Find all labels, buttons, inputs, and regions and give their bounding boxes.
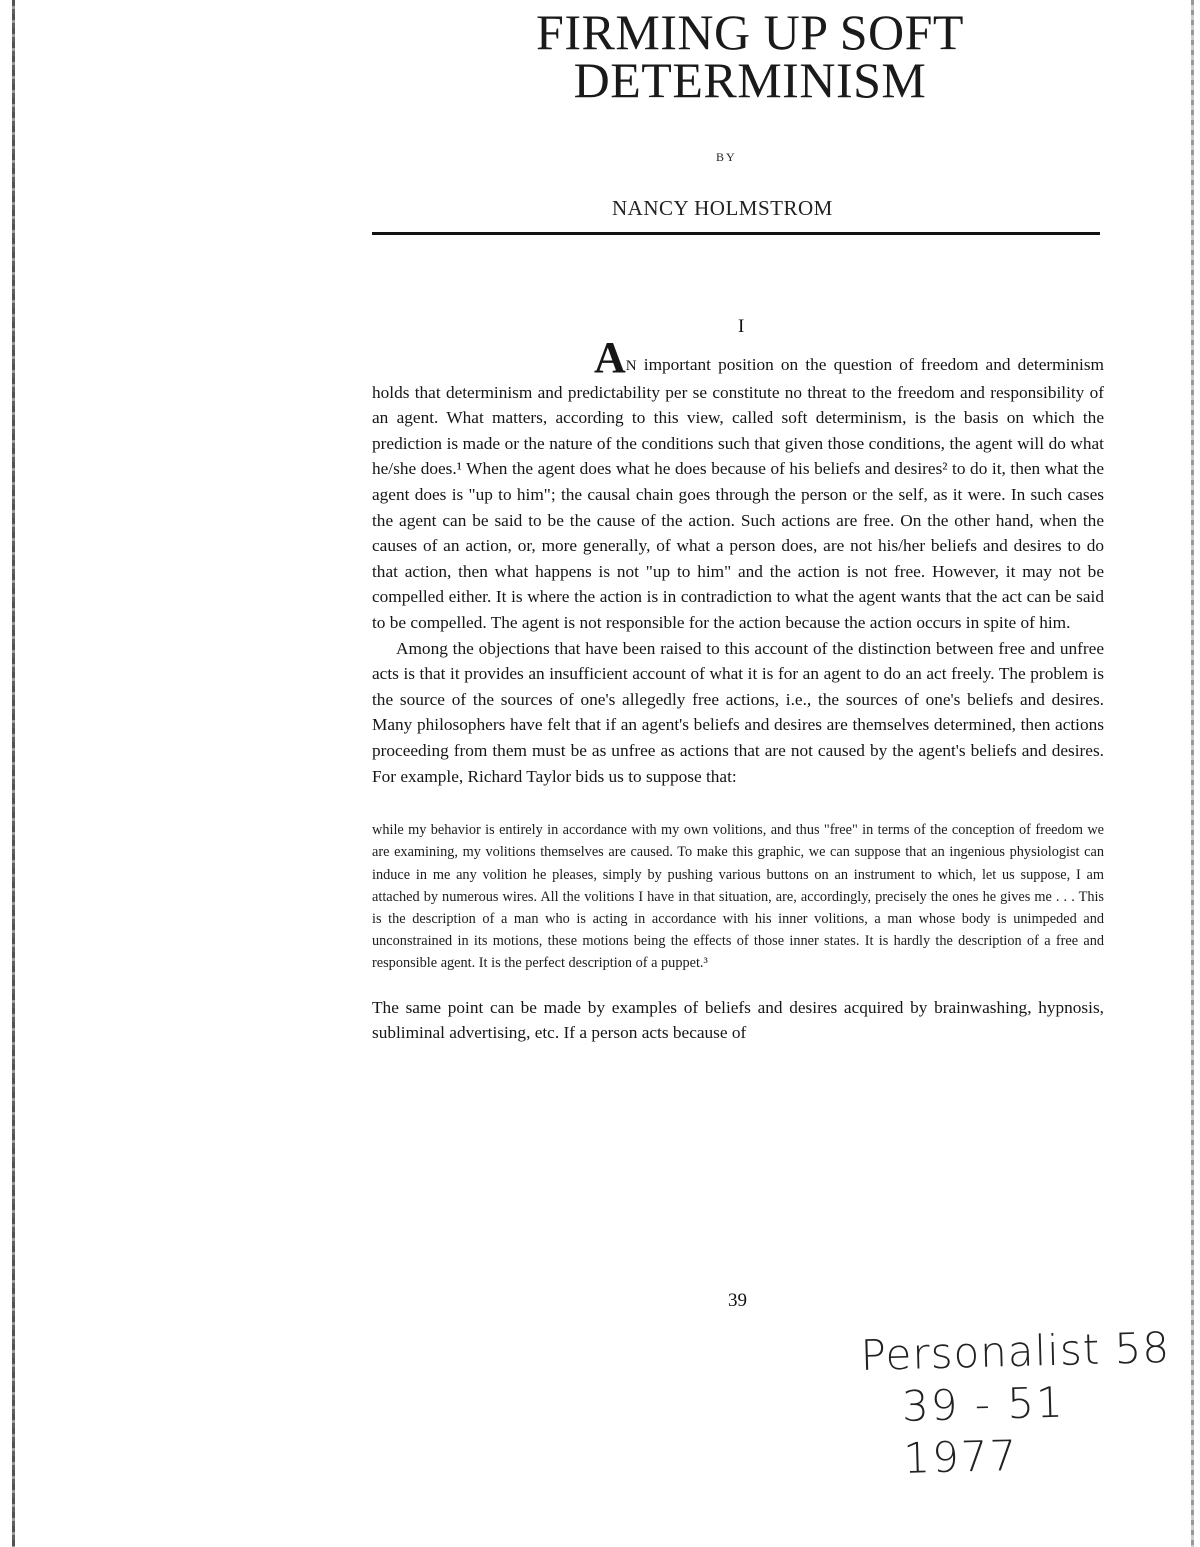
title-line-2: DETERMINISM — [573, 52, 927, 108]
paragraph-3: The same point can be made by examples of beliefs and desires acquired by brainwashing, hypnosis, subliminal advertising, etc. If a person acts because of — [372, 997, 1104, 1043]
scan-edge-right — [1191, 0, 1194, 1547]
title-line-1: FIRMING UP SOFT — [536, 4, 964, 60]
dropcap-rest: N — [625, 358, 637, 374]
handwritten-citation — [860, 1321, 1194, 1486]
paragraph-2: Among the objections that have been raised to this account of the distinction between free and unfree acts is that it provides an insufficient account of what it is for an agent to do an act freely. The problem is the source of the sources of one's allegedly free actions, i.e., the sources of one's beliefs and desires. Many philosophers have felt that if an agent's beliefs and desires are themselves determined, then actions proceeding from them must be as unfree as actions that are not caused by the agent's beliefs and desires. For example, Richard Taylor bids us to suppose that: — [372, 638, 1104, 786]
handwritten-line-2: 39 - 51 1977 — [901, 1377, 1066, 1483]
title-rule — [372, 232, 1100, 235]
section-number: I — [738, 316, 745, 337]
article-title — [480, 4, 1020, 108]
paragraph-1-text: important position on the question of freedom and determinism holds that determinism and predictability per se constitute no threat to the freedom and responsibility of an agent. What matters, according to this view, called soft determinism, is the basis on which the prediction is made or the nature of the conditions such that given those conditions, the agent will do what he/she does.¹ When the agent does what he does because of his beliefs and desires² to do it, then what the agent does is "up to him"; the causal chain goes through the person or the self, as it were. In such cases the agent can be said to be the cause of the action. Such actions are free. On the other hand, when the causes of an action, or, more generally, of what a person does, are not his/her beliefs and desires to do that action, then what happens is not "up to him" and the action is not free. However, it may not be compelled either. It is where the action is in contradiction to what the agent wants that the act can be said to be compelled. The agent is not responsible for the action because the action occurs in spite of him. — [372, 355, 1104, 632]
dropcap-letter: A — [594, 333, 626, 382]
handwritten-line-1: Personalist 58 — [860, 1322, 1171, 1380]
block-quote: while my behavior is entirely in accordance with my own volitions, and thus "free" in terms of the conception of freedom we are examining, my volitions themselves are caused. To make this graphic, we can suppose that an ingenious physiologist can induce in me any volition he pleases, simply by pushing various buttons on an instrument to which, let us suppose, I am attached by numerous wires. All the volitions I have in that situation, are, accordingly, precisely the ones he gives me . . . This is the description of a man who is acting in accordance with his inner volitions, a man whose body is unimpeded and unconstrained in its motions, these motions being the effects of those inner states. It is hardly the description of a free and responsible agent. It is the perfect description of a puppet.³ — [372, 822, 1104, 972]
page-number: 39 — [728, 1290, 747, 1311]
article-body — [372, 333, 1104, 1046]
scan-edge-left — [12, 0, 15, 1547]
byline: BY — [716, 150, 737, 164]
paragraph-1 — [372, 333, 1104, 636]
author-name: NANCY HOLMSTROM — [612, 196, 833, 220]
